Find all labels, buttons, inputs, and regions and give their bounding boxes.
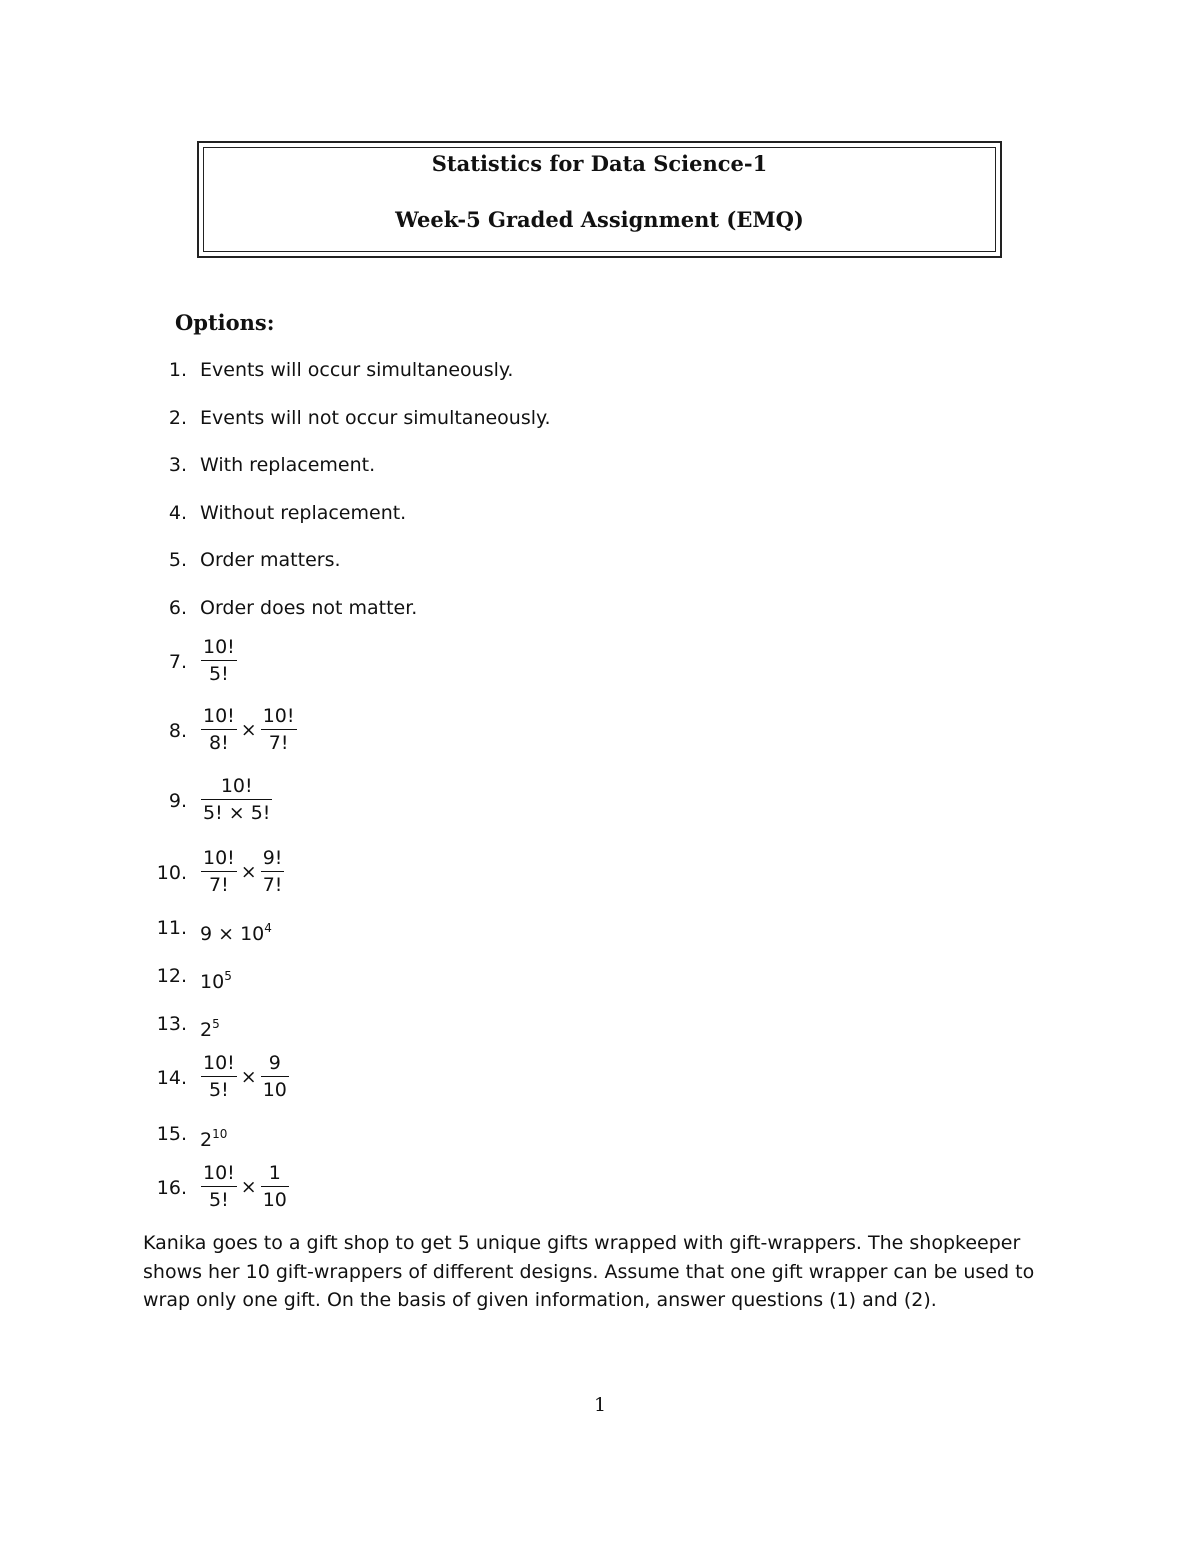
list-item [0,847,1200,896]
option-text: Order does not matter. [200,597,418,619]
fraction [201,1160,237,1213]
option-formula [200,703,298,756]
list-item [0,593,1200,623]
power-exponent: 5 [224,969,232,983]
list-item [0,1009,1200,1039]
option-number: 13. [156,1013,187,1035]
list-item [0,403,1200,433]
numerator: 10! [201,845,237,872]
numerator: 9! [261,845,285,872]
power-exponent: 10 [212,1127,228,1141]
list-item [0,913,1200,943]
numerator: 1 [261,1160,289,1187]
option-number: 11. [156,917,187,939]
document-subtitle: Week-5 Graded Assignment (EMQ) [395,207,804,232]
option-number: 15. [156,1123,187,1145]
option-number: 1. [168,359,187,381]
document-title: Statistics for Data Science-1 [431,151,768,176]
option-formula [200,1050,290,1103]
fraction [201,703,237,756]
denominator: 10 [262,1079,287,1101]
option-number: 16. [156,1177,187,1199]
option-formula [200,773,273,826]
option-formula [200,634,238,687]
denominator: 10 [262,1189,287,1211]
fraction [261,1160,289,1213]
power-base: 10 [200,971,225,993]
fraction [201,1050,237,1103]
option-text: Without replacement. [200,502,407,524]
power-base: 2 [200,1129,213,1151]
option-number: 4. [168,502,187,524]
option-number: 12. [156,965,187,987]
power-base: 9 × 10 [200,923,265,945]
page-number: 1 [593,1394,607,1416]
option-number: 14. [156,1067,187,1089]
numerator: 10! [201,703,237,730]
option-number: 9. [168,790,187,812]
list-item [0,961,1200,991]
option-number: 8. [168,720,187,742]
options-heading: Options: [175,310,275,335]
option-number: 7. [168,651,187,673]
times-operator: × [240,860,257,883]
option-number: 3. [168,454,187,476]
fraction [201,773,272,826]
denominator: 7! [209,874,229,896]
denominator: 5! × 5! [203,802,271,824]
option-text: Events will occur simultaneously. [200,359,514,381]
denominator: 8! [209,732,229,754]
list-item [0,1162,1200,1211]
numerator: 9 [261,1050,289,1077]
option-formula [200,1160,290,1213]
list-item [0,545,1200,575]
numerator: 10! [261,703,297,730]
times-operator: × [240,1175,257,1198]
fraction [261,1050,289,1103]
denominator: 7! [262,874,283,896]
list-item [0,636,1200,685]
times-operator: × [240,718,257,741]
power-exponent: 5 [212,1017,220,1031]
numerator: 10! [201,634,237,661]
option-text: Events will not occur simultaneously. [200,407,551,429]
list-item [0,705,1200,754]
list-item [0,775,1200,824]
fraction [261,845,285,898]
problem-paragraph: Kanika goes to a gift shop to get 5 unique gifts wrapped with gift-wrappers. The shopkeeper shows her 10 gift-wrappers of different designs. Assume that one gift wrapper can be used to wrap only one gift. On the basis of given information, answer questions (1) and (2). [143,1232,1035,1311]
title-box [197,141,1002,258]
numerator: 10! [201,773,272,800]
option-formula [200,845,285,898]
list-item [0,1119,1200,1149]
power-exponent: 4 [264,921,272,935]
denominator: 5! [209,1189,229,1211]
option-number: 2. [168,407,187,429]
option-number: 6. [168,597,187,619]
option-formula [200,913,272,949]
list-item [0,1052,1200,1101]
list-item [0,450,1200,480]
option-formula [200,1009,220,1045]
list-item [0,498,1200,528]
option-formula [200,961,232,997]
list-item [0,355,1200,385]
option-text: With replacement. [200,454,376,476]
numerator: 10! [201,1050,237,1077]
option-number: 10. [156,862,187,884]
option-text: Order matters. [200,549,341,571]
fraction [201,634,237,687]
fraction [201,845,237,898]
denominator: 5! [209,663,229,685]
fraction [261,703,297,756]
power-base: 2 [200,1019,213,1041]
option-formula [200,1119,227,1155]
times-operator: × [240,1065,257,1088]
denominator: 7! [268,732,289,754]
option-number: 5. [168,549,187,571]
denominator: 5! [209,1079,229,1101]
numerator: 10! [201,1160,237,1187]
